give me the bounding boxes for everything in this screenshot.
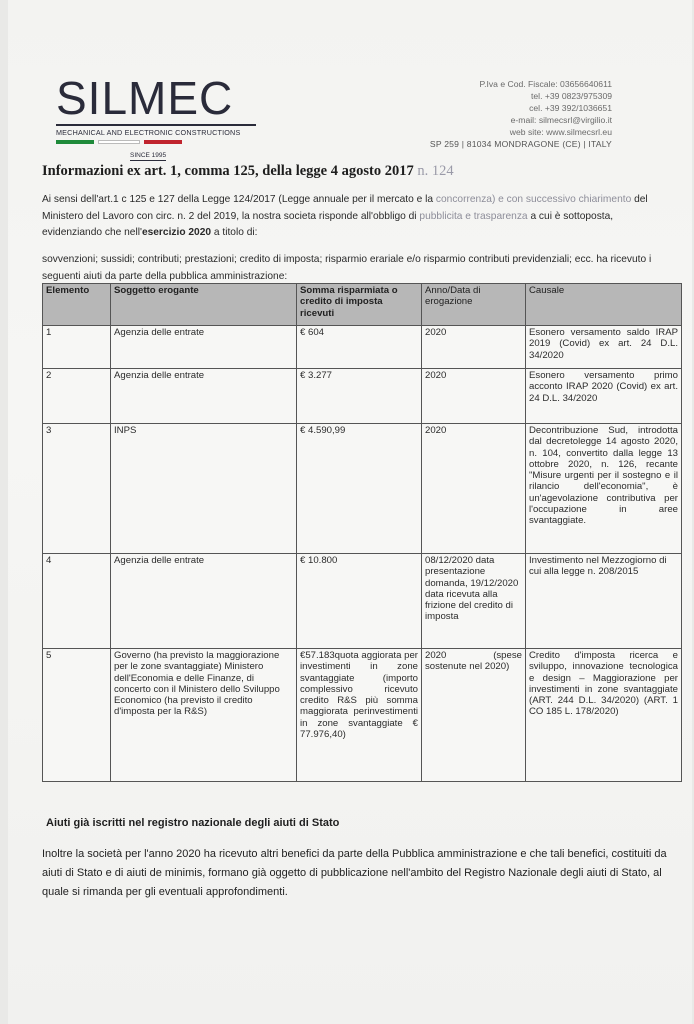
company-logo (56, 74, 261, 162)
cell-soggetto: Agenzia delle entrate (111, 369, 297, 424)
cell-somma: € 4.590,99 (297, 424, 422, 554)
logo-flag-stripes (56, 140, 261, 144)
cell-soggetto: Governo (ha previsto la maggiorazione per le zone svantaggiate) Ministero dell'Economia e delle Finanze, di concerto con il Ministero dello Sviluppo Economico (ha previsto il credito d'imposta per la R&S) (111, 649, 297, 782)
cell-elemento: 1 (43, 326, 111, 369)
flag-green-stripe (56, 140, 94, 144)
cell-causale: Credito d'imposta ricerca e sviluppo, innovazione tecnologica e design – Maggiorazione per investimenti in zone svantaggiate (ART. 244 D.L. 34/2020) (ART. 1 CO 185 L. 178/2020) (526, 649, 682, 782)
cell-elemento: 2 (43, 369, 111, 424)
table-row (43, 369, 682, 424)
cell-elemento: 5 (43, 649, 111, 782)
cell-anno: 2020 (422, 326, 526, 369)
aid-types-paragraph: sovvenzioni; sussidi; contributi; prestazioni; credito di imposta; risparmio erariale e/o risparmio contributi previdenziali; ecc. ha ricevuto i seguenti aiuti da parte della pubblica amministrazione: (42, 254, 652, 282)
logo-rule (56, 124, 256, 126)
table-row (43, 649, 682, 782)
intro-faded-1: concorrenza) e con successivo chiarimento (435, 194, 632, 205)
flag-white-stripe (98, 140, 140, 144)
document-title (42, 163, 642, 180)
table-row (43, 424, 682, 554)
contact-vat: P.Iva e Cod. Fiscale: 03656640611 (479, 79, 612, 89)
cell-causale: Investimento nel Mezzogiorno di cui alla legge n. 208/2015 (526, 554, 682, 649)
col-header-causale: Causale (526, 284, 682, 326)
logo-since: SINCE 1995 (130, 152, 167, 159)
intro-text-1: Ai sensi dell'art.1 c 125 e 127 della Legge 124/2017 (Legge annuale per il mercato e la (42, 194, 434, 205)
cell-somma: €57.183quota aggiorata per investimenti in zone svantaggiate (importo complessivo ricevuto credito R&S più somma maggiorata perinvestimenti in zone svantaggiate € 77.976,40) (297, 649, 422, 782)
cell-somma: € 604 (297, 326, 422, 369)
intro-text-2: del Ministero del Lavoro con circ. n. 2 del 2019, la nostra societa risponde all'obbligo di (42, 194, 648, 222)
col-header-somma: Somma risparmiata o credito di imposta ricevuti (297, 284, 422, 326)
contact-phone: tel. +39 0823/975309 (531, 91, 612, 101)
intro-paragraph (42, 192, 672, 242)
cell-causale: Esonero versamento primo acconto IRAP 2020 (Covid) ex art. 24 D.L. 34/2020 (526, 369, 682, 424)
cell-anno: 2020 (422, 369, 526, 424)
col-header-anno: Anno/Data di erogazione (422, 284, 526, 326)
flag-red-stripe (144, 140, 182, 144)
cell-soggetto: INPS (111, 424, 297, 554)
cell-causale: Esonero versamento saldo IRAP 2019 (Covid) ex art. 24 D.L. 34/2020 (526, 326, 682, 369)
cell-somma: € 3.277 (297, 369, 422, 424)
contact-email: e-mail: silmecsrl@virgilio.it (510, 115, 612, 125)
intro-text-3: a cui è sottoposta, evidenziando che nell' (42, 210, 614, 238)
intro-text-4: a titolo di: (213, 227, 258, 238)
intro-bold-year: esercizio 2020 (141, 227, 212, 238)
cell-causale: Decontribuzione Sud, introdotta dal decretolegge 14 agosto 2020, n. 104, convertito dalla legge 13 ottobre 2020, n. 126, recante "Misure urgenti per il sostegno e il rilancio dell'economia", è un'agevolazione contributiva per l'occupazione in aree svantaggiate. (526, 424, 682, 554)
contact-mobile: cel. +39 392/1036651 (529, 103, 612, 113)
section-title: Aiuti già iscritti nel registro nazionale degli aiuti di Stato (46, 817, 340, 829)
title-main: Informazioni ex art. 1, comma 125, della legge 4 agosto 2017 (42, 163, 414, 179)
cell-elemento: 3 (43, 424, 111, 554)
table-header-row (43, 284, 682, 326)
logo-subtitle: MECHANICAL AND ELECTRONIC CONSTRUCTIONS (56, 128, 241, 137)
section-paragraph: Inoltre la società per l'anno 2020 ha ricevuto altri benefici da parte della Pubblica amministrazione e che tali benefici, costituiti da aiuti di Stato e di aiuti de minimis, formano già oggetto di pubblicazione nell'ambito del Registro Nazionale degli aiuti di Stato, al quale si rimanda per gli eventuali approfondimenti. (42, 848, 667, 898)
col-header-soggetto: Soggetto erogante (111, 284, 297, 326)
company-contacts (430, 78, 612, 150)
cell-anno: 2020 (422, 424, 526, 554)
title-faded: n. 124 (417, 163, 454, 179)
cell-soggetto: Agenzia delle entrate (111, 326, 297, 369)
aid-table (42, 283, 682, 782)
logo-wordmark: SILMEC (56, 72, 234, 124)
cell-anno: 2020 (spese sostenute nel 2020) (422, 649, 526, 782)
table-row (43, 326, 682, 369)
contact-website: web site: www.silmecsrl.eu (509, 127, 612, 137)
cell-anno: 08/12/2020 data presentazione domanda, 19/12/2020 data ricevuta alla frizione del credito di imposta (422, 554, 526, 649)
col-header-elemento: Elemento (43, 284, 111, 326)
intro-faded-2: pubblicita e trasparenza (419, 210, 528, 222)
contact-address: SP 259 | 81034 MONDRAGONE (CE) | ITALY (429, 139, 612, 149)
cell-somma: € 10.800 (297, 554, 422, 649)
cell-soggetto: Agenzia delle entrate (111, 554, 297, 649)
cell-elemento: 4 (43, 554, 111, 649)
table-row (43, 554, 682, 649)
